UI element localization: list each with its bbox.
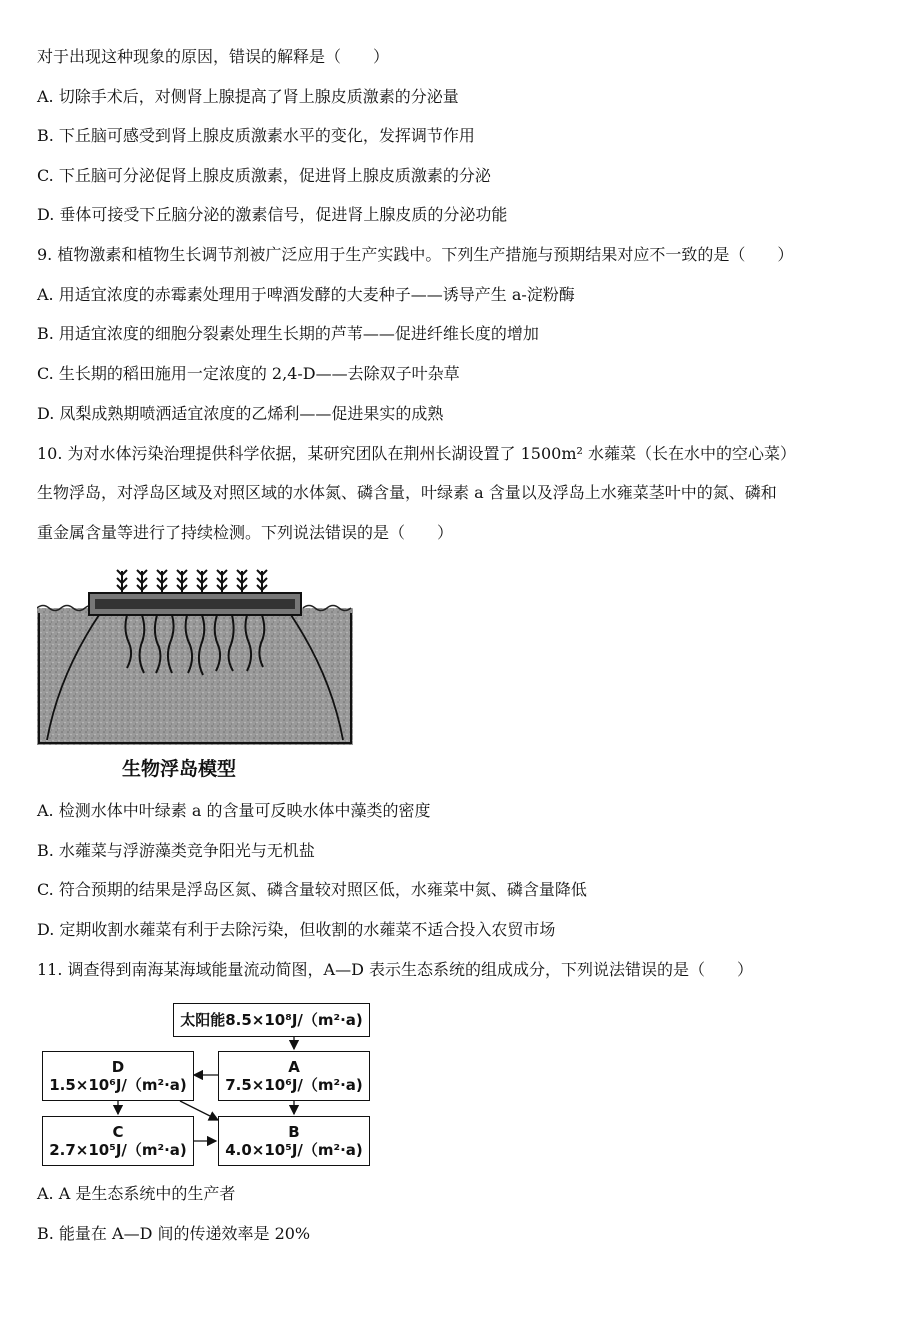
q11-option-a: A. A 是生态系统中的生产者 <box>37 1184 236 1203</box>
question-10-stem-line2: 生物浮岛，对浮岛区域及对照区域的水体氮、磷含量，叶绿素 a 含量以及浮岛上水雍菜茎叶中的氮、磷和 <box>37 483 777 502</box>
q10-option-d: D. 定期收割水蕹菜有利于去除污染，但收割的水蕹菜不适合投入农贸市场 <box>37 920 556 939</box>
q8-option-a: A. 切除手术后，对侧肾上腺提高了肾上腺皮质激素的分泌量 <box>37 87 459 106</box>
box-a <box>218 1051 370 1101</box>
q10-option-b: B. 水蕹菜与浮游藻类竞争阳光与无机盐 <box>37 841 315 860</box>
q9-option-c: C. 生长期的稻田施用一定浓度的 2,4-D——去除双子叶杂草 <box>37 364 460 383</box>
sun-energy-box <box>173 1003 370 1037</box>
question-10-stem-line3: 重金属含量等进行了持续检测。下列说法错误的是（ ） <box>37 523 454 542</box>
q11-option-b: B. 能量在 A—D 间的传递效率是 20% <box>37 1224 311 1243</box>
box-d-value: 1.5×10⁶J/（m²·a) <box>49 1076 187 1094</box>
q8-option-c: C. 下丘脑可分泌促肾上腺皮质激素，促进肾上腺皮质激素的分泌 <box>37 166 491 185</box>
box-c-value: 2.7×10⁵J/（m²·a) <box>49 1141 187 1159</box>
box-b-value: 4.0×10⁵J/（m²·a) <box>225 1141 363 1159</box>
box-c-name: C <box>112 1123 124 1141</box>
question-10-stem-line1: 10. 为对水体污染治理提供科学依据，某研究团队在荆州长湖设置了 1500m² 水蕹菜（长在水中的空心菜） <box>37 444 797 463</box>
box-a-value: 7.5×10⁶J/（m²·a) <box>225 1076 363 1094</box>
q9-option-a: A. 用适宜浓度的赤霉素处理用于啤酒发酵的大麦种子——诱导产生 a-淀粉酶 <box>37 285 575 304</box>
q9-option-b: B. 用适宜浓度的细胞分裂素处理生长期的芦苇——促进纤维长度的增加 <box>37 324 539 343</box>
question-8-stem-end: 对于出现这种现象的原因，错误的解释是（ ） <box>37 47 390 66</box>
floating-island-figure <box>37 563 353 745</box>
q8-option-b: B. 下丘脑可感受到肾上腺皮质激素水平的变化，发挥调节作用 <box>37 126 475 145</box>
q8-option-d: D. 垂体可接受下丘脑分泌的激素信号，促进肾上腺皮质的分泌功能 <box>37 205 508 224</box>
box-c <box>42 1116 194 1166</box>
question-9-stem: 9. 植物激素和植物生长调节剂被广泛应用于生产实践中。下列生产措施与预期结果对应不一致的是（ ） <box>37 245 794 264</box>
figure-caption: 生物浮岛模型 <box>122 758 237 780</box>
q10-option-c: C. 符合预期的结果是浮岛区氮、磷含量较对照区低，水雍菜中氮、磷含量降低 <box>37 880 587 899</box>
q9-option-d: D. 凤梨成熟期喷洒适宜浓度的乙烯利——促进果实的成熟 <box>37 404 444 423</box>
question-11-stem: 11. 调查得到南海某海域能量流动简图，A—D 表示生态系统的组成成分，下列说法错误的是（ ） <box>37 960 754 979</box>
sun-energy-label: 太阳能8.5×10⁸J/（m²·a) <box>180 1011 363 1029</box>
box-b <box>218 1116 370 1166</box>
box-d-name: D <box>111 1058 125 1076</box>
box-b-name: B <box>288 1123 300 1141</box>
box-d <box>42 1051 194 1101</box>
q10-option-a: A. 检测水体中叶绿素 a 的含量可反映水体中藻类的密度 <box>37 801 431 820</box>
box-a-name: A <box>288 1058 300 1076</box>
